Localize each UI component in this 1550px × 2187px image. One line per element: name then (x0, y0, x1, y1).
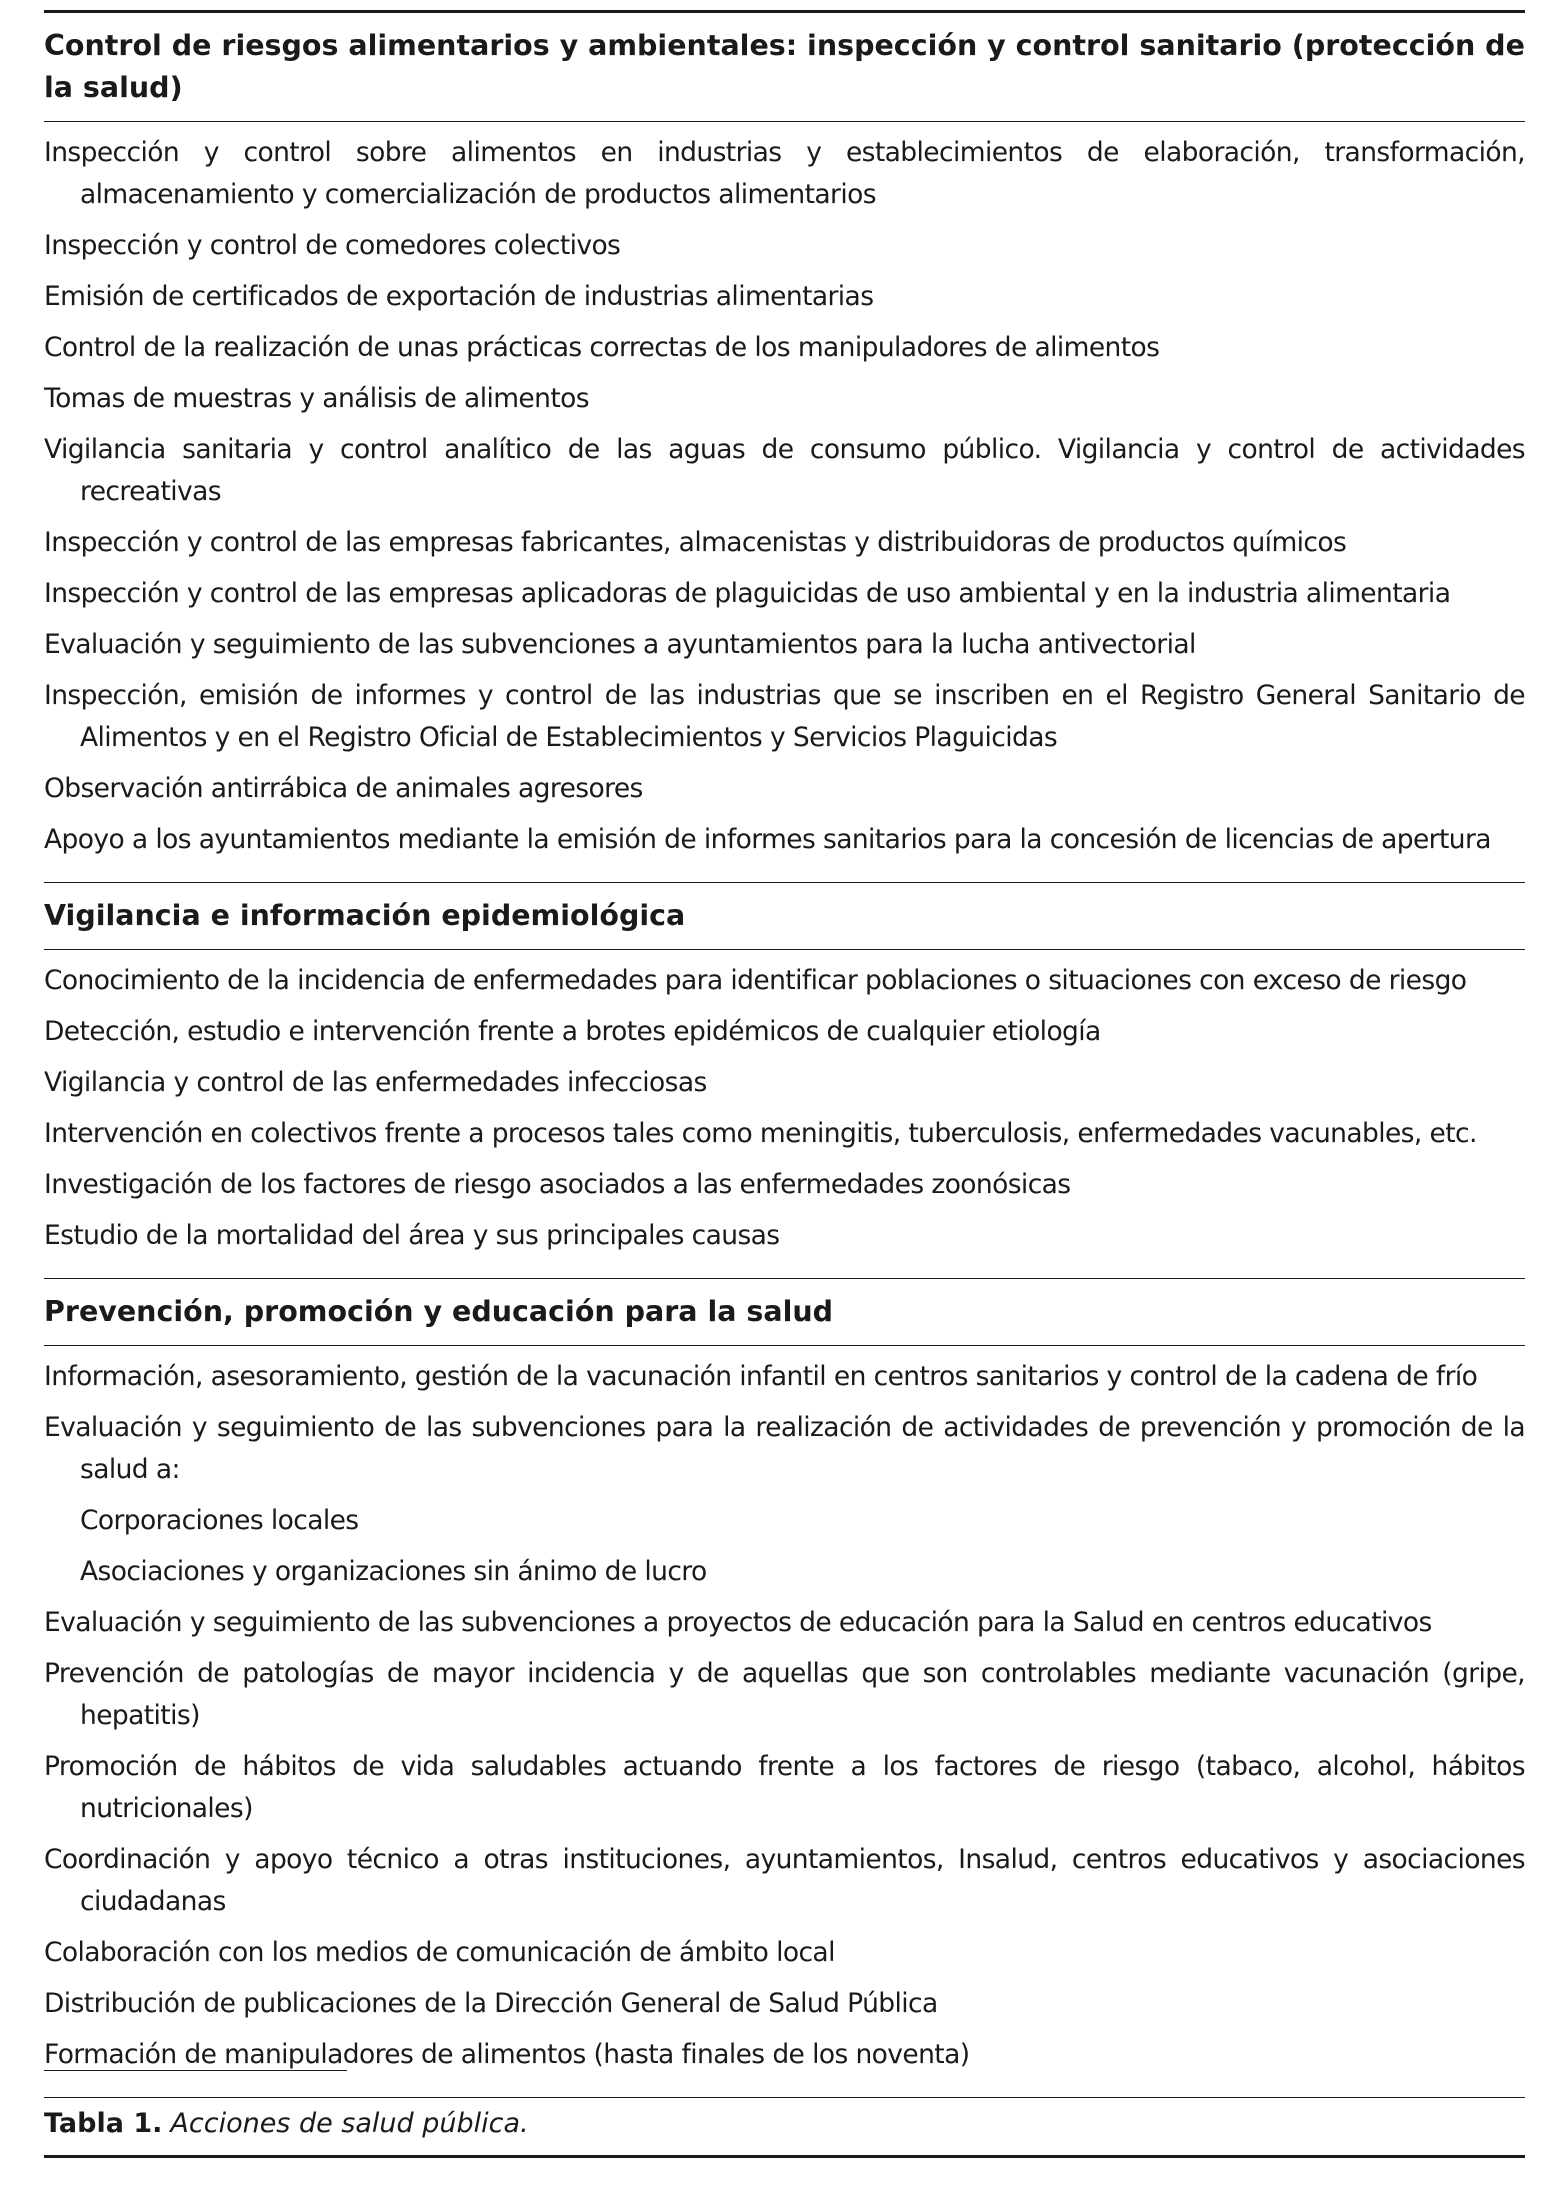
section-prevention-promotion (44, 1279, 1525, 2098)
list-item: Investigación de los factores de riesgo asociados a las enfermedades zoonósicas (44, 1169, 1071, 1200)
list-item: Vigilancia y control de las enfermedades infecciosas (44, 1067, 707, 1098)
list-item: Evaluación y seguimiento de las subvenciones a proyectos de educación para la Salud en centros educativos (44, 1607, 1432, 1638)
list-item: Promoción de hábitos de vida saludables actuando frente a los factores de riesgo (tabaco, alcohol, hábitos nutricionales) (44, 1751, 1525, 1824)
list-item: Evaluación y seguimiento de las subvenciones a ayuntamientos para la lucha antivectorial (44, 629, 1196, 660)
list-item: Formación de manipuladores de alimentos (hasta finales de los noventa) (44, 2039, 970, 2070)
section-header: Vigilancia e información epidemiológica (44, 899, 686, 932)
list-item: Apoyo a los ayuntamientos mediante la emisión de informes sanitarios para la concesión de licencias de apertura (44, 824, 1491, 855)
item-list (44, 950, 1525, 1278)
section-header: Control de riesgos alimentarios y ambientales: inspección y control sanitario (protección de la salud) (44, 29, 1525, 104)
list-item: Intervención en colectivos frente a procesos tales como meningitis, tuberculosis, enfermedades vacunables, etc. (44, 1118, 1477, 1149)
section-food-environmental-risk (44, 13, 1525, 883)
list-item: Información, asesoramiento, gestión de la vacunación infantil en centros sanitarios y control de la cadena de frío (44, 1361, 1478, 1392)
section-epidemiological-surveillance (44, 883, 1525, 1279)
list-item: Inspección y control de las empresas aplicadoras de plaguicidas de uso ambiental y en la industria alimentaria (44, 578, 1451, 609)
list-item: Observación antirrábica de animales agresores (44, 773, 643, 804)
caption-label: Tabla 1. (44, 2108, 163, 2139)
section-header: Prevención, promoción y educación para la salud (44, 1295, 834, 1328)
list-item: Coordinación y apoyo técnico a otras instituciones, ayuntamientos, Insalud, centros educativos y asociaciones ciudadanas (44, 1844, 1525, 1917)
list-item: Inspección y control de las empresas fabricantes, almacenistas y distribuidoras de productos químicos (44, 527, 1347, 558)
list-item: Emisión de certificados de exportación de industrias alimentarias (44, 281, 874, 312)
table-caption (44, 2105, 1525, 2155)
list-subitem: Asociaciones y organizaciones sin ánimo de lucro (80, 1556, 707, 1587)
list-subitem: Corporaciones locales (80, 1505, 359, 1536)
list-item: Tomas de muestras y análisis de alimentos (44, 383, 589, 414)
list-item: Control de la realización de unas prácticas correctas de los manipuladores de alimentos (44, 332, 1160, 363)
list-item: Distribución de publicaciones de la Dirección General de Salud Pública (44, 1988, 938, 2019)
list-item: Vigilancia sanitaria y control analítico de las aguas de consumo público. Vigilancia y control de actividades recreativas (44, 434, 1525, 507)
list-item: Prevención de patologías de mayor incidencia y de aquellas que son controlables mediante vacunación (gripe, hepatitis) (44, 1658, 1525, 1731)
caption-bottom-rule (44, 2155, 1525, 2158)
list-item: Estudio de la mortalidad del área y sus principales causas (44, 1220, 780, 1251)
list-item: Conocimiento de la incidencia de enfermedades para identificar poblaciones o situaciones con exceso de riesgo (44, 965, 1467, 996)
public-health-actions-table (44, 10, 1525, 2098)
list-item: Inspección y control de comedores colectivos (44, 230, 621, 261)
list-item: Detección, estudio e intervención frente a brotes epidémicos de cualquier etiología (44, 1016, 1101, 1047)
item-list (44, 1346, 1525, 2097)
list-item: Inspección, emisión de informes y control de las industrias que se inscriben en el Registro General Sanitario de Alimentos y en el Registro Oficial de Establecimientos y Servicios Plaguicidas (44, 680, 1525, 753)
item-list (44, 122, 1525, 882)
list-item: Colaboración con los medios de comunicación de ámbito local (44, 1937, 835, 1968)
caption-text: Acciones de salud pública. (170, 2108, 529, 2139)
list-item: Evaluación y seguimiento de las subvenciones para la realización de actividades de prevención y promoción de la salud a: (44, 1412, 1525, 1485)
list-item: Inspección y control sobre alimentos en industrias y establecimientos de elaboración, transformación, almacenamiento y comercialización de productos alimentarios (44, 137, 1525, 210)
caption-short-rule (44, 2070, 347, 2071)
caption-area (44, 2070, 1525, 2158)
